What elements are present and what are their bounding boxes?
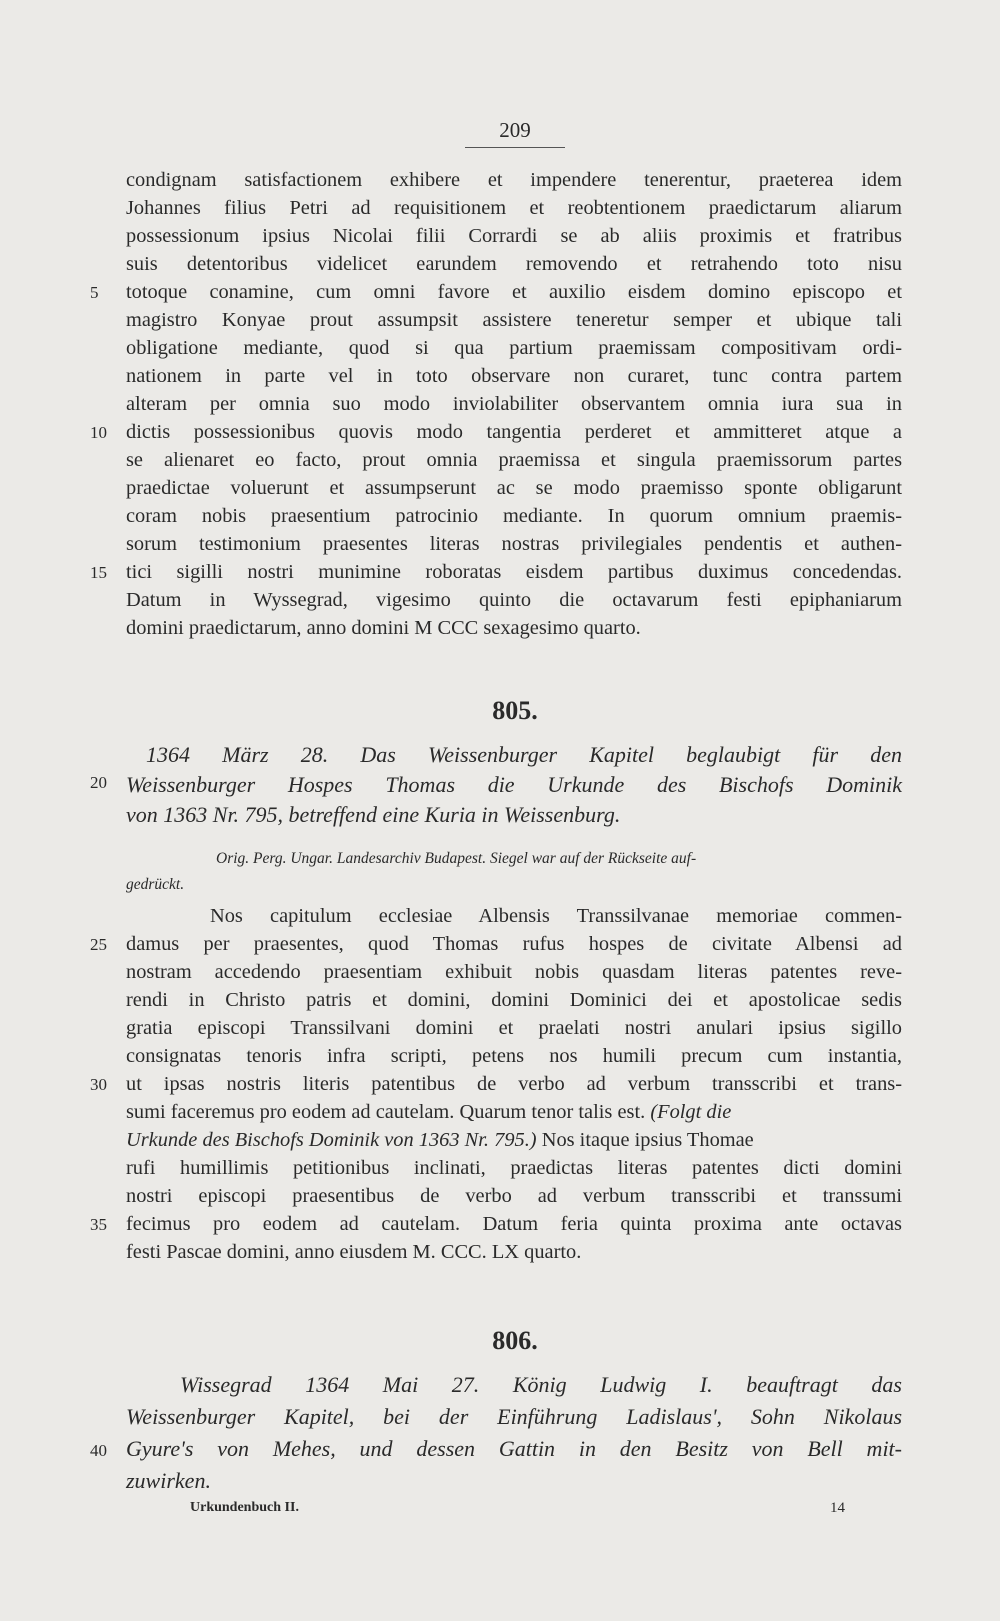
text-line: coram nobis praesentium patrocinio mediante. In quorum omnium praemis- [126,505,902,527]
text-span: Nos itaque ipsius Thomae [541,1129,754,1151]
text-line: tici sigilli nostri munimine roboratas eisdem partibus duximus concedendas. [126,561,902,583]
text-line: totoque conamine, cum omni favore et auxilio eisdem domino episcopo et [126,281,902,303]
heading-line: 1364 März 28. Das Weissenburger Kapitel beglaubigt für den [146,742,902,767]
heading-line: Weissenburger Hospes Thomas die Urkunde des Bischofs Dominik [126,772,902,797]
footer-book-title: Urkundenbuch II. [190,1500,299,1515]
text-line: consignatas tenoris infra scripti, petens nos humili precum cum instantia, [126,1045,902,1067]
text-line: se alienaret eo facto, prout omnia praemissa et singula praemissorum partes [126,449,902,471]
line-number: 20 [90,773,107,792]
heading-line: Weissenburger Kapitel, bei der Einführung Ladislaus', Sohn Nikolaus [126,1404,902,1429]
text-line: obligatione mediante, quod si qua partium praemissam compositivam ordi- [126,337,902,359]
text-line: condignam satisfactionem exhibere et impendere tenerentur, praeterea idem [126,169,902,191]
text-line: fecimus pro eodem ad cautelam. Datum feria quinta proxima ante octavas [126,1213,902,1235]
line-number: 30 [90,1075,107,1094]
text-line [126,1098,902,1127]
text-line: festi Pascae domini, anno eiusdem M. CCC. LX quarto. [126,1241,582,1263]
text-line: alteram per omnia suo modo inviolabiliter observantem omnia iura sua in [126,393,902,415]
text-line: nationem in parte vel in toto observare non curaret, tunc contra partem [126,365,902,387]
text-line: dictis possessionibus quovis modo tangentia perderet et ammitteret atque a [126,421,902,443]
text-line: suis detentoribus videlicet earundem removendo et retrahendo toto nisu [126,253,902,275]
line-number: 35 [90,1215,107,1234]
document-number-806: 806. [492,1326,538,1355]
editorial-note: (Folgt die [650,1101,732,1123]
heading-line: von 1363 Nr. 795, betreffend eine Kuria in Weissenburg. [126,802,621,827]
line-number: 25 [90,935,107,954]
text-line: nostri episcopi praesentibus de verbo ad verbum transscribi et transsumi [126,1185,902,1207]
text-line: domini praedictarum, anno domini M CCC sexagesimo quarto. [126,617,641,639]
text-line: possessionum ipsius Nicolai filii Corrardi se ab aliis proximis et fratribus [126,225,902,247]
text-line [126,1126,902,1155]
heading-line: Gyure's von Mehes, und dessen Gattin in den Besitz von Bell mit- [126,1436,902,1461]
text-line: magistro Konyae prout assumpsit assistere teneretur semper et ubique tali [126,309,902,331]
text-line: rufi humillimis petitionibus inclinati, praedictas literas patentes dicti domini [126,1157,902,1179]
note-line: Orig. Perg. Ungar. Landesarchiv Budapest. Siegel war auf der Rückseite auf- [216,850,697,867]
text-line: damus per praesentes, quod Thomas rufus hospes de civitate Albensi ad [126,933,902,955]
text-line: ut ipsas nostris literis patentibus de verbo ad verbum transscribi et trans- [126,1073,902,1095]
line-number: 5 [90,283,99,302]
text-line: praedictae voluerunt et assumpserunt ac se modo praemisso sponte obligarunt [126,477,902,499]
text-line: sorum testimonium praesentes literas nostras privilegiales pendentis et authen- [126,533,902,555]
line-number: 10 [90,423,107,442]
text-line: gratia episcopi Transsilvani domini et praelati nostri anulari ipsius sigillo [126,1017,902,1039]
editorial-note: Urkunde des Bischofs Dominik von 1363 Nr. 795.) [126,1129,537,1151]
text-line: Johannes filius Petri ad requisitionem et reobtentionem praedictarum aliarum [126,197,902,219]
text-line: Nos capitulum ecclesiae Albensis Transsilvanae memoriae commen- [210,905,902,927]
text-line: Datum in Wyssegrad, vigesimo quinto die octavarum festi epiphaniarum [126,589,902,611]
heading-line: zuwirken. [126,1468,211,1493]
document-number-805: 805. [492,696,538,725]
text-line: rendi in Christo patris et domini, domini Dominici dei et apostolicae sedis [126,989,902,1011]
note-line: gedrückt. [126,876,185,893]
text-span: sumi faceremus pro eodem ad cautelam. Quarum tenor talis est. [126,1101,646,1123]
line-number: 40 [90,1441,107,1460]
text-line: nostram accedendo praesentiam exhibuit nobis quasdam literas patentes reve- [126,961,902,983]
page-number: 209 [465,118,565,148]
line-number: 15 [90,563,107,582]
heading-line: Wissegrad 1364 Mai 27. König Ludwig I. beauftragt das [180,1372,902,1397]
footer-signature: 14 [830,1500,845,1516]
